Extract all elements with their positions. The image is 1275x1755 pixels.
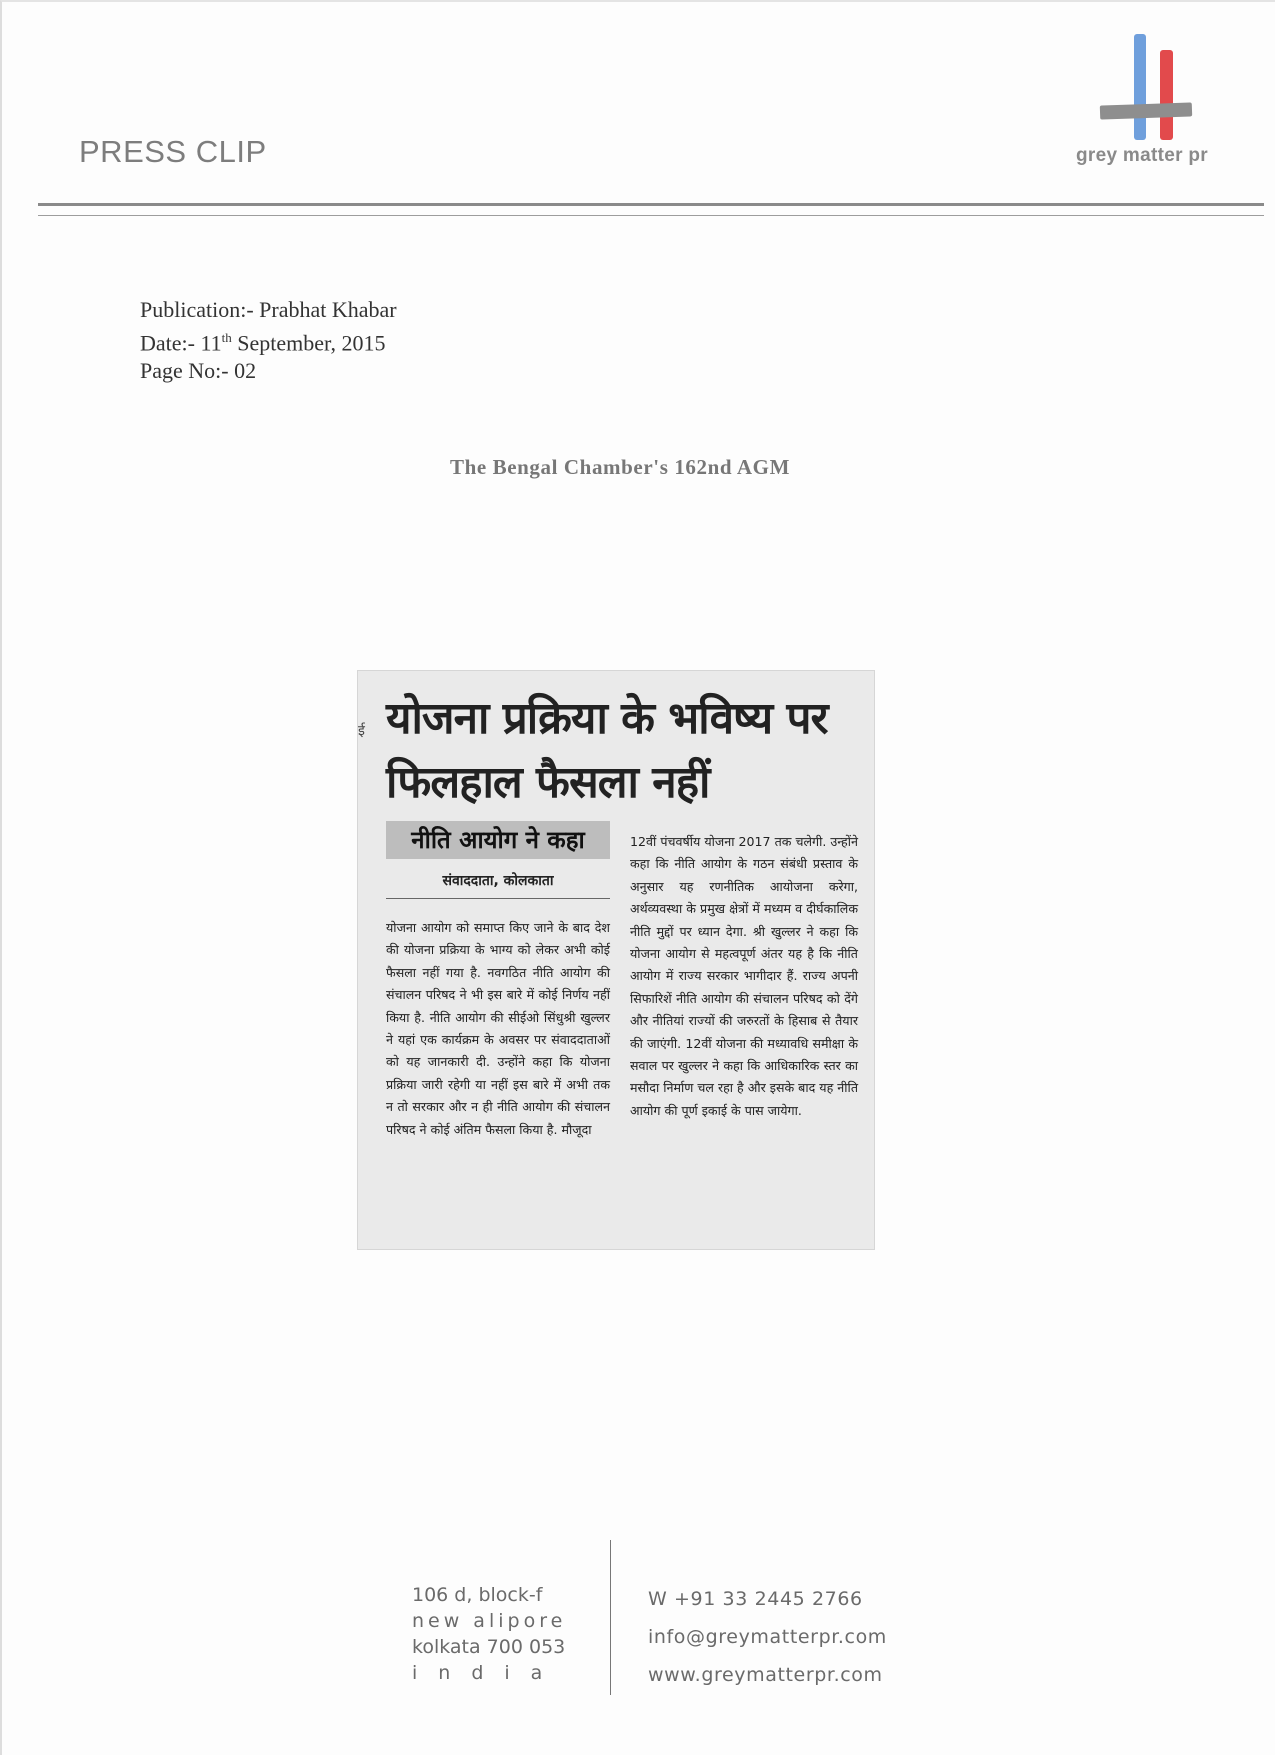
date-line bbox=[140, 324, 397, 357]
clipping-kicker: नीति आयोग ने कहा bbox=[386, 821, 610, 859]
phone-number: W +91 33 2445 2766 bbox=[648, 1588, 863, 1610]
date-rest: September, 2015 bbox=[231, 330, 386, 356]
email-address[interactable]: info@greymatterpr.com bbox=[648, 1626, 887, 1648]
clipping-byline: संवाददाता, कोलकाता bbox=[386, 871, 610, 899]
event-title: The Bengal Chamber's 162nd AGM bbox=[449, 455, 791, 479]
address-line-4: india bbox=[412, 1662, 564, 1684]
header-rule-thin bbox=[38, 215, 1264, 216]
clipping-margin-mark: ई bbox=[358, 724, 365, 739]
newspaper-clipping bbox=[357, 670, 875, 1250]
address-line-3: kolkata 700 053 bbox=[412, 1636, 566, 1658]
publication-line: Publication:- Prabhat Khabar bbox=[140, 297, 397, 322]
logo-grey-bar bbox=[1100, 102, 1192, 119]
footer-divider bbox=[610, 1540, 611, 1695]
press-clip-label: PRESS CLIP bbox=[79, 134, 267, 169]
footer-address bbox=[412, 1582, 566, 1686]
clipping-column-2: 12वीं पंचवर्षीय योजना 2017 तक चलेगी. उन्होंने कहा कि नीति आयोग के गठन संबंधी प्रस्ताव के अनुसार यह रणनीतिक आयोजना करेगा, अर्थव्यवस्था के प्रमुख क्षेत्रों में मध्यम व दीर्घकालिक नीति मुद्दों पर ध्यान देगा. श्री खुल्लर ने कहा कि योजना आयोग से महत्वपूर्ण अंतर यह है कि नीति आयोग में राज्य सरकार भागीदार हैं. राज्य अपनी सिफारिशें नीति आयोग की संचालन परिषद को देंगे और नीतियां राज्यों की जरुरतों के हिसाब से तैयार की जाएंगी. 12वीं योजना की मध्यावधि समीक्षा के सवाल पर खुल्लर ने कहा कि आधिकारिक स्तर का मसौदा निर्माण चल रहा है और इसके बाद यह नीति आयोग की पूर्ण इकाई के पास जायेगा. bbox=[630, 834, 858, 1118]
logo-blue-bar bbox=[1134, 34, 1146, 140]
clipping-column-1: योजना आयोग को समाप्त किए जाने के बाद देश की योजना प्रक्रिया के भाग्य को लेकर अभी कोई फैसला नहीं गया है. नवगठित नीति आयोग की संचालन परिषद ने भी इस बारे में कोई निर्णय नहीं किया है. नीति आयोग की सीईओ सिंधुश्री खुल्लर ने यहां एक कार्यक्रम के अवसर पर संवाददाताओं को यह जानकारी दी. उन्होंने कहा कि योजना प्रक्रिया जारी रहेगी या नहीं इस बारे में अभी तक न तो सरकार और न ही नीति आयोग की संचालन परिषद ने कोई अंतिम फैसला किया है. मौजूदा bbox=[386, 920, 610, 1137]
grey-matter-logo-icon bbox=[1098, 34, 1194, 134]
date-prefix: Date:- 11 bbox=[140, 330, 222, 356]
header-rule-thick bbox=[38, 203, 1264, 206]
logo-text: grey matter pr bbox=[1076, 145, 1208, 166]
address-line-2: new alipore bbox=[412, 1610, 567, 1632]
website-link[interactable]: www.greymatterpr.com bbox=[648, 1664, 883, 1686]
clipping-headline: योजना प्रक्रिया के भविष्य पर फिलहाल फैसला नहीं bbox=[386, 693, 828, 808]
footer-contact bbox=[648, 1580, 887, 1694]
logo-red-bar bbox=[1160, 50, 1173, 140]
publication-meta bbox=[140, 296, 397, 385]
date-suffix: th bbox=[221, 330, 232, 345]
page-number-line: Page No:- 02 bbox=[140, 358, 257, 384]
address-line-1: 106 d, block-f bbox=[412, 1584, 543, 1606]
